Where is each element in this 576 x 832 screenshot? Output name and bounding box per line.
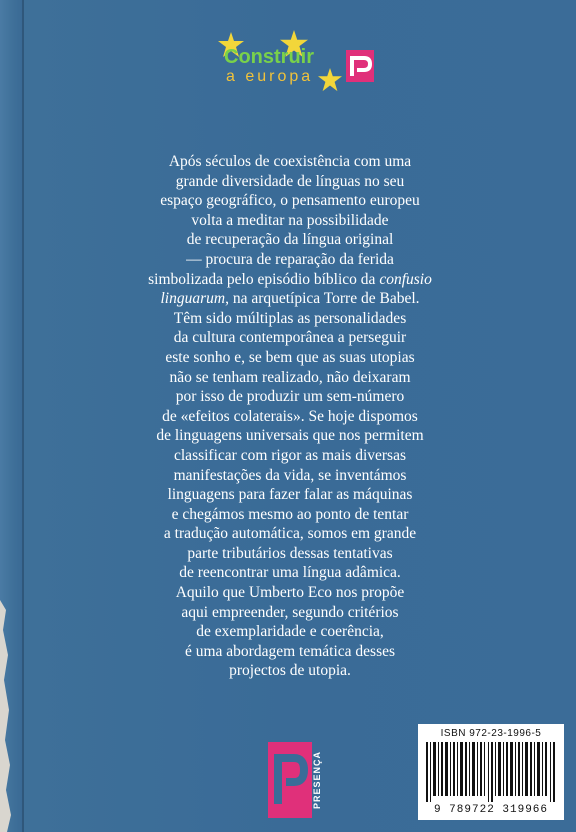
worn-edge bbox=[0, 600, 30, 832]
blurb-line: — procura de reparação da ferida bbox=[186, 250, 394, 268]
blurb-line: é uma abordagem temática desses bbox=[184, 642, 396, 660]
blurb-line: manifestações da vida, se inventámos bbox=[173, 466, 407, 484]
blurb-line: de exemplaridade e coerência, bbox=[196, 623, 384, 641]
blurb-line: e chegámos mesmo ao ponto de tentar bbox=[171, 505, 409, 523]
publisher-name: PRESENÇA bbox=[312, 751, 322, 810]
blurb-line: Têm sido múltiplas as personalidades bbox=[173, 309, 407, 327]
blurb-line: parte tributários dessas tentativas bbox=[187, 544, 393, 562]
blurb-line: de reencontrar uma língua adâmica. bbox=[179, 564, 401, 582]
barcode-digits: 9 789722 319966 bbox=[433, 804, 549, 816]
blurb-line: classificar com rigor as mais diversas bbox=[174, 446, 406, 464]
latin-term: confusio bbox=[379, 270, 432, 288]
barcode-label bbox=[418, 724, 564, 820]
blurb-line: este sonho e, se bem que as suas utopias bbox=[165, 348, 415, 366]
blurb-line: linguarum, na arquetípica Torre de Babel. bbox=[160, 290, 420, 308]
isbn-text: ISBN 972-23-1996-5 bbox=[440, 728, 542, 739]
blurb-line: por isso de produzir um sem-número bbox=[175, 388, 405, 406]
series-mark-icon bbox=[346, 50, 374, 82]
blurb-line: a tradução automática, somos em grande bbox=[163, 525, 417, 543]
blurb-line: simbolizada pelo episódio bíblico da confusio bbox=[148, 270, 432, 288]
series-title: Construir bbox=[224, 46, 314, 68]
blurb-line: grande diversidade de línguas no seu bbox=[175, 172, 405, 190]
blurb-line: Após séculos de coexistência com uma bbox=[168, 153, 412, 170]
blurb-line: de «efeitos colaterais». Se hoje dispomos bbox=[162, 407, 418, 425]
star-icon bbox=[318, 68, 342, 92]
blurb-line: da cultura contemporânea a perseguir bbox=[173, 329, 407, 347]
blurb-line: linguagens para fazer falar as máquinas bbox=[167, 486, 413, 504]
barcode-icon bbox=[424, 742, 558, 802]
series-subtitle: a europa bbox=[226, 68, 314, 85]
blurb-line: não se tenham realizado, não deixaram bbox=[169, 368, 411, 386]
blurb-line: Aquilo que Umberto Eco nos propõe bbox=[175, 584, 405, 602]
blurb-line: espaço geográfico, o pensamento europeu bbox=[160, 192, 420, 210]
blurb-line: de linguagens universais que nos permitem bbox=[156, 427, 424, 445]
series-logo bbox=[218, 30, 378, 94]
blurb-line: de recuperação da língua original bbox=[186, 231, 394, 249]
back-cover-blurb bbox=[120, 152, 460, 681]
blurb-line: aqui empreender, segundo critérios bbox=[181, 603, 399, 621]
blurb-line: projectos de utopia. bbox=[229, 662, 351, 680]
blurb-line: volta a meditar na possibilidade bbox=[191, 211, 389, 229]
latin-term: linguarum bbox=[160, 290, 226, 308]
